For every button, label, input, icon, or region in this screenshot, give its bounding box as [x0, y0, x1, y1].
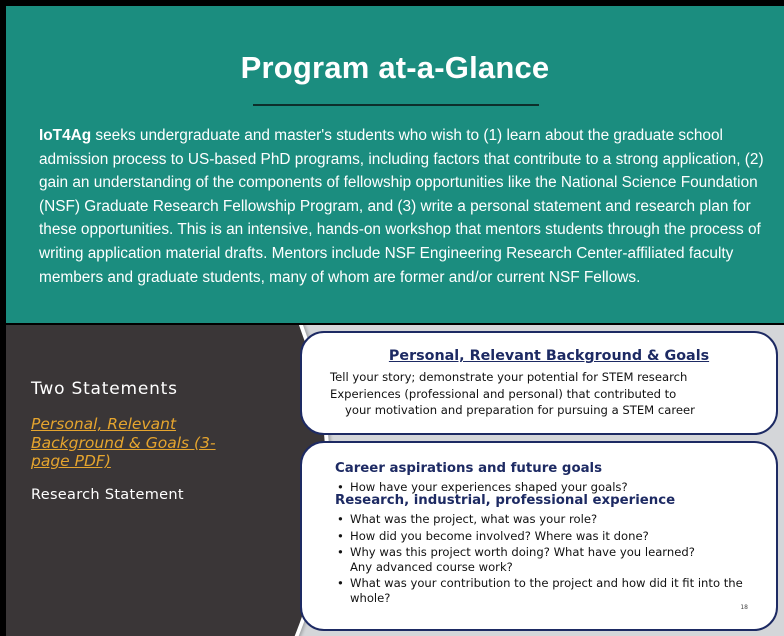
list-item: • How did you become involved? Where was it done?: [335, 529, 735, 543]
list-item: • How have your experiences shaped your goals?: [335, 480, 628, 494]
slide-panel: [6, 325, 784, 636]
career-goals-heading: Career aspirations and future goals: [335, 461, 603, 476]
dark-sidebar-shape: [6, 325, 326, 636]
program-description: [39, 124, 764, 289]
program-name: IoT4Ag: [39, 127, 92, 144]
box-title: Personal, Relevant Background & Goals: [388, 348, 710, 364]
box-line: your motivation and preparation for pursuing a STEM career: [345, 403, 695, 417]
title-divider: [253, 104, 539, 106]
list-item: • What was the project, what was your role?: [335, 512, 735, 526]
experience-list: [335, 512, 743, 605]
personal-background-box: [300, 331, 778, 435]
box-line: Tell your story; demonstrate your potential for STEM research: [330, 370, 688, 384]
details-box: [300, 441, 778, 631]
slide-heading: Two Statements: [31, 379, 178, 399]
page-number: 18: [740, 604, 748, 611]
program-description-text: seeks undergraduate and master's students who wish to (1) learn about the graduate school admission process to US-based PhD programs, including factors that contribute to a strong application, (2) gain an understanding of the components of fellowship opportunities like the National Science Foundation (NSF) Graduate Research Fellowship Program, and (3) write a personal statement and research plan for these opportunities. This is an intensive, hands-on workshop that mentors students through the process of writing application material drafts. Mentors include NSF Engineering Research Center-affiliated faculty members and graduate students, many of whom are former and/or current NSF Fellows.: [39, 127, 764, 286]
list-item: • Why was this project worth doing? What have you learned? Any advanced course work?: [335, 545, 710, 573]
list-item: • What was your contribution to the project and how did it fit into the whole?: [335, 576, 750, 604]
box-line: Experiences (professional and personal) that contributed to: [330, 387, 677, 401]
personal-statement-pdf-link[interactable]: Personal, Relevant Background & Goals (3-page PDF): [31, 415, 216, 470]
experience-heading: Research, industrial, professional experience: [335, 493, 676, 508]
panel-title: Program at-a-Glance: [240, 50, 550, 85]
research-statement-label: Research Statement: [31, 487, 184, 503]
program-overview-panel: [6, 6, 784, 323]
